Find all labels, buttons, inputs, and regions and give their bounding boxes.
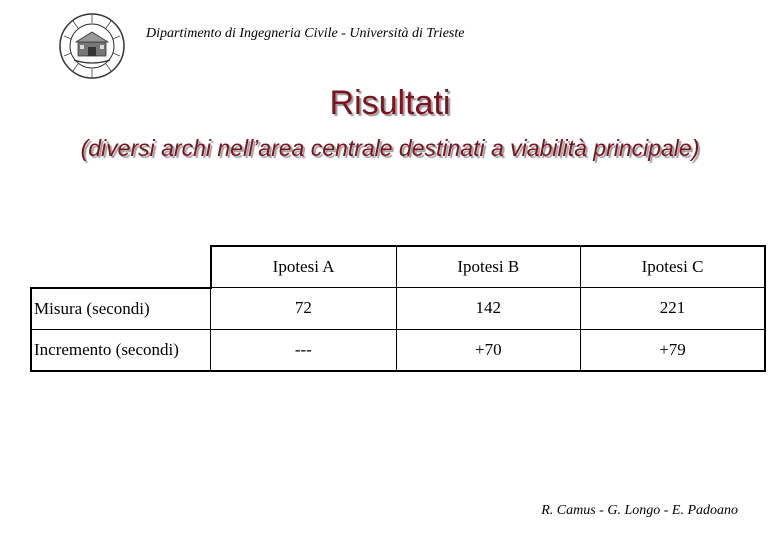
authors-footer: R. Camus - G. Longo - E. Padoano <box>541 503 738 518</box>
table-cell: 221 <box>581 288 765 330</box>
slide-subtitle: (diversi archi nell’area centrale destinati a viabilità principale) <box>80 135 700 161</box>
column-header: Ipotesi B <box>396 246 580 288</box>
table-cell: 72 <box>211 288 396 330</box>
row-label: Misura (secondi) <box>31 288 211 330</box>
column-header: Ipotesi A <box>211 246 396 288</box>
results-table <box>30 245 766 372</box>
slide-title: Risultati <box>329 84 451 122</box>
table-cell: 142 <box>396 288 580 330</box>
university-seal-icon <box>58 12 126 80</box>
table-row <box>31 329 765 371</box>
table-row <box>31 288 765 330</box>
table-header-row <box>31 246 765 288</box>
row-label: Incremento (secondi) <box>31 329 211 371</box>
table-cell: --- <box>211 329 396 371</box>
table-cell: +70 <box>396 329 580 371</box>
table-corner-cell <box>31 246 211 288</box>
table-cell: +79 <box>581 329 765 371</box>
column-header: Ipotesi C <box>581 246 765 288</box>
institution-header: Dipartimento di Ingegneria Civile - Università di Trieste <box>146 26 465 41</box>
